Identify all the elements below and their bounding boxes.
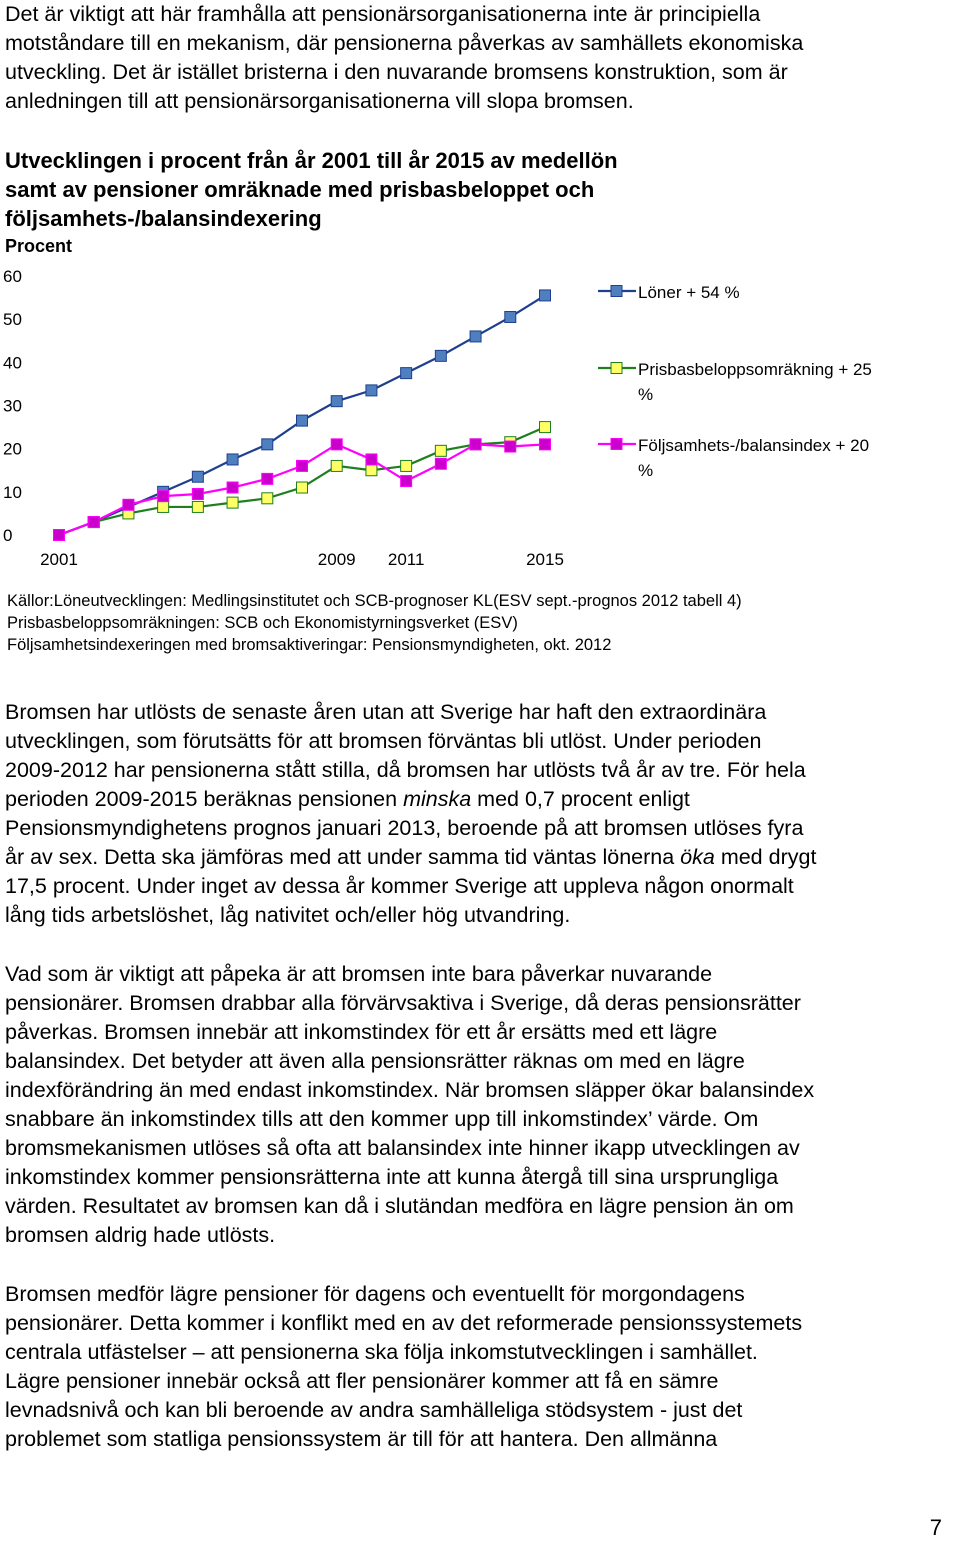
data-point	[227, 497, 238, 508]
legend-entry	[638, 360, 872, 404]
y-axis-label: Procent	[5, 236, 73, 256]
data-point	[366, 385, 377, 396]
data-point	[123, 499, 134, 510]
data-point	[331, 460, 342, 471]
data-point	[192, 501, 203, 512]
text-line	[5, 785, 960, 814]
data-point	[401, 368, 412, 379]
legend-entry	[638, 436, 869, 480]
data-point	[366, 454, 377, 465]
data-point	[540, 439, 551, 450]
paragraph-brake-triggered	[5, 698, 960, 930]
legend-entry-line: Prisbasbeloppsomräkning + 25	[638, 360, 872, 379]
data-point	[262, 493, 273, 504]
data-point	[297, 460, 308, 471]
text-line: pensionärer. Bromsen drabbar alla förvärvsaktiva i Sverige, då deras pensionsrätter	[5, 991, 801, 1015]
legend-entry: Löner + 54 %	[638, 283, 740, 302]
text-line: utvecklingen, som förutsätts för att bromsen förväntas bli utlöst. Under perioden	[5, 729, 762, 753]
y-tick-label: 0	[3, 526, 13, 545]
emphasis-text: öka	[680, 845, 715, 869]
text-line: Det är viktigt att här framhålla att pensionärsorganisationerna inte är principiella	[5, 2, 761, 26]
text-fragment: år av sex. Detta ska jämföras med att under samma tid väntas lönerna	[5, 845, 681, 869]
data-point	[435, 445, 446, 456]
data-point	[331, 396, 342, 407]
y-tick-label: 30	[3, 396, 22, 416]
text-line: problemet som statliga pensionssystem är till för att hantera. Den allmänna	[5, 1427, 718, 1451]
text-line: anledningen till att pensionärsorganisationerna vill slopa bromsen.	[5, 89, 634, 113]
data-point	[470, 331, 481, 342]
text-line: Vad som är viktigt att påpeka är att bromsen inte bara påverkar nuvarande	[5, 962, 713, 986]
text-line	[5, 843, 960, 872]
chart-title-line: samt av pensioner omräknade med prisbasbeloppet och	[5, 177, 595, 202]
chart-title-line: Utvecklingen i procent från år 2001 till år 2015 av medellön	[5, 148, 618, 173]
data-point	[331, 439, 342, 450]
data-point	[540, 422, 551, 433]
x-tick-label: 2009	[317, 550, 356, 569]
text-fragment: med 0,7 procent enligt	[471, 787, 690, 811]
text-line: motståndare till en mekanism, där pensionerna påverkas av samhällets ekonomiska	[5, 31, 804, 55]
text-line: värden. Resultatet av bromsen kan då i slutändan medföra en lägre pension än om	[5, 1194, 794, 1218]
text-line: påverkas. Bromsen innebär att inkomstindex för ett år ersätts med ett lägre	[5, 1020, 718, 1044]
y-tick-label: 10	[3, 482, 22, 502]
text-line: pensionärer. Detta kommer i konflikt med en av det reformerade pensionssystemets	[5, 1311, 803, 1335]
data-point	[158, 501, 169, 512]
data-point	[505, 441, 516, 452]
data-point	[158, 491, 169, 502]
text-line: 17,5 procent. Under inget av dessa år kommer Sverige att uppleva någon onormalt	[5, 874, 794, 898]
source-line: Källor:Löneutvecklingen: Medlingsinstitutet och SCB-prognoser KL(ESV sept.-prognos 2012 tabell 4)	[7, 592, 742, 610]
y-tick-label: 40	[3, 353, 22, 373]
legend-entry-line: %	[638, 461, 654, 480]
data-point	[366, 465, 377, 476]
chart-title-line: följsamhets-/balansindexering	[5, 206, 322, 231]
legend-marker	[611, 286, 622, 297]
source-line: Följsamhetsindexeringen med bromsaktiveringar: Pensionsmyndigheten, okt. 2012	[7, 636, 612, 654]
y-tick-label: 60	[3, 267, 22, 286]
x-tick-label: 2001	[40, 550, 78, 569]
text-line: lång tids arbetslöshet, låg nativitet och/eller hög utvandring.	[5, 903, 571, 927]
text-line: bromsen aldrig hade utlösts.	[5, 1223, 276, 1247]
text-line: indexförändring än med endast inkomstindex. När bromsen släpper ökar balansindex	[5, 1078, 815, 1102]
text-line: Pensionsmyndighetens prognos januari 2013, beroende på att bromsen utlöses fyra	[5, 816, 804, 840]
text-fragment: med drygt	[714, 845, 817, 869]
text-line: Bromsen medför lägre pensioner för dagens och eventuellt för morgondagens	[5, 1282, 745, 1306]
line-chart	[0, 258, 960, 578]
data-point	[192, 488, 203, 499]
chart-title	[5, 146, 618, 233]
paragraph-lower-pensions	[5, 1280, 960, 1454]
chart-sources	[7, 590, 742, 656]
legend-marker	[611, 439, 622, 450]
text-line: utveckling. Det är istället bristerna i den nuvarande bromsens konstruktion, som är	[5, 60, 788, 84]
text-line: Bromsen har utlösts de senaste åren utan att Sverige har haft den extraordinära	[5, 700, 767, 724]
legend-entry-line: %	[638, 385, 654, 404]
text-line: levnadsnivå och kan bli beroende av andra samhälleliga stödsystem - just det	[5, 1398, 743, 1422]
data-point	[297, 482, 308, 493]
data-point	[227, 454, 238, 465]
legend-marker	[611, 363, 622, 374]
text-fragment: perioden 2009-2015 beräknas pensionen	[5, 787, 404, 811]
data-point	[505, 312, 516, 323]
paragraph-brake-affects-all	[5, 960, 960, 1250]
data-point	[401, 460, 412, 471]
text-line: inkomstindex kommer pensionsrätterna inte att kunna återgå till sina ursprungliga	[5, 1165, 779, 1189]
page-number: 7	[929, 1515, 942, 1540]
data-point	[262, 473, 273, 484]
text-line: 2009-2012 har pensionerna stått stilla, då bromsen har utlösts två år av tre. För hela	[5, 758, 806, 782]
data-point	[435, 350, 446, 361]
text-line: bromsmekanismen utlöses så ofta att balansindex inte hinner ikapp utvecklingen av	[5, 1136, 800, 1160]
intro-paragraph	[5, 0, 960, 116]
data-point	[435, 458, 446, 469]
data-point	[540, 290, 551, 301]
source-line: Prisbasbeloppsomräkningen: SCB och Ekonomistyrningsverket (ESV)	[7, 614, 518, 632]
y-tick-label: 50	[3, 310, 22, 330]
data-point	[401, 476, 412, 487]
x-tick-label: 2015	[526, 550, 564, 569]
data-point	[262, 439, 273, 450]
emphasis-text: minska	[403, 787, 472, 811]
text-line: balansindex. Det betyder att även alla pensionsrätter räknas om med en lägre	[5, 1049, 745, 1073]
data-point	[192, 471, 203, 482]
x-tick-label: 2011	[387, 550, 425, 569]
text-line: centrala utfästelser – att pensionerna ska följa inkomstutvecklingen i samhället.	[5, 1340, 758, 1364]
text-line: Lägre pensioner innebär också att fler pensionärer kommer att få en sämre	[5, 1369, 719, 1393]
data-point	[54, 530, 65, 541]
data-point	[88, 517, 99, 528]
legend-entry-line: Följsamhets-/balansindex + 20	[638, 436, 870, 455]
data-point	[297, 415, 308, 426]
text-line: snabbare än inkomstindex tills att den kommer upp till inkomstindex’ värde. Om	[5, 1107, 759, 1131]
data-point	[470, 439, 481, 450]
y-tick-label: 20	[3, 439, 22, 459]
data-point	[227, 482, 238, 493]
